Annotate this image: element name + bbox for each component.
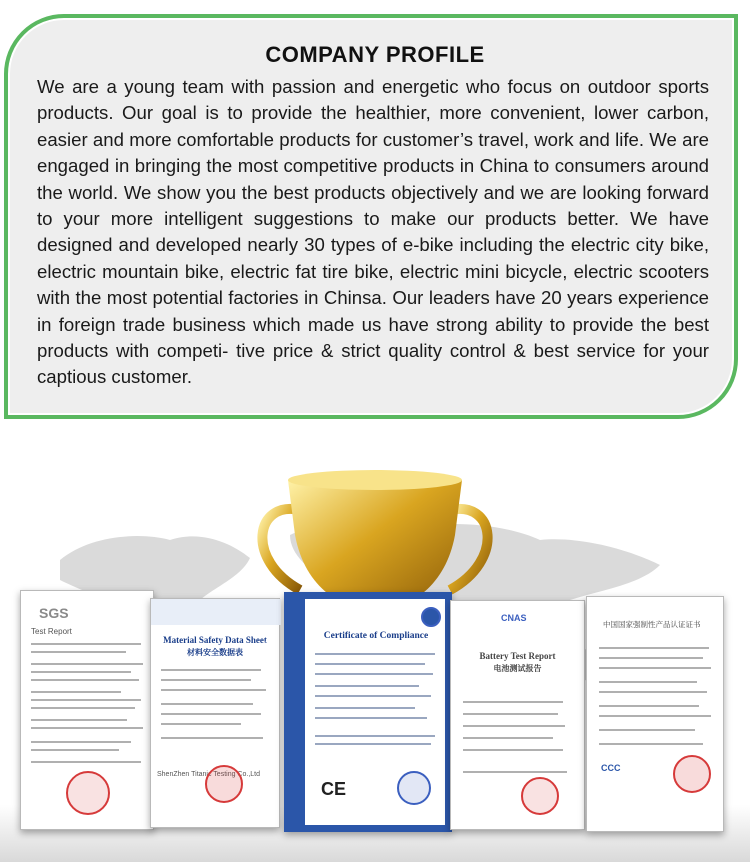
ce-side-text: Certificate - Сертификат - 證明書 - Certificat - 인증서 (265, 640, 272, 783)
profile-description: We are a young team with passion and energetic who focus on outdoor sports products. Our goal is to provide the healthier, more convenient, lower carbon, easier and more comfortable products for customer’s travel, work and life. We are engaged in bringing the most competitive products in China to consumers around the world. We show you the best products objectively and we are looking forward to your more intelligent suggestions to make our products better. We have designed and developed nearly 30 types of e-bike including the electric city bike, electric mountain bike, electric fat tire bike, electric mini bicycle, electric scooters with the most potential factories in Chinsa. Our leaders have 20 years experience in foreign trade business which made us have strong ability to provide the best products with competi- tive price & strict quality control & best service for your captious customer. (37, 76, 709, 388)
logo-icon (421, 607, 441, 627)
msds-title: Material Safety Data Sheet (163, 635, 267, 645)
ce-mark: CE (321, 779, 347, 799)
battery-title: Battery Test Report (479, 651, 556, 661)
red-seal-icon (205, 765, 243, 803)
battery-subtitle: 电池测试报告 (493, 664, 542, 673)
certificates-showcase (0, 440, 750, 862)
red-seal-icon (66, 771, 110, 815)
red-seal-icon (673, 755, 711, 793)
msds-certificate (150, 598, 280, 828)
ccc-certificate (586, 596, 724, 832)
ce-title: Certificate of Compliance (323, 631, 429, 641)
ccc-header: 中国国家强制性产品认证证书 (603, 620, 701, 629)
sgs-logo: SGS (39, 605, 69, 621)
sgs-test-report (20, 590, 154, 830)
red-seal-icon (521, 777, 559, 815)
profile-title: COMPANY PROFILE (265, 42, 485, 67)
battery-test-report (450, 600, 585, 830)
sgs-label: Test Report (31, 627, 72, 636)
ce-certificate (265, 592, 452, 832)
ccc-logo: CCC (601, 763, 621, 773)
msds-footer: ShenZhen Titanic Testing Co.,Ltd (157, 771, 260, 778)
msds-subtitle: 材料安全数据表 (187, 648, 243, 657)
blue-seal-icon (397, 771, 431, 805)
cnas-logo: CNAS (501, 613, 527, 623)
